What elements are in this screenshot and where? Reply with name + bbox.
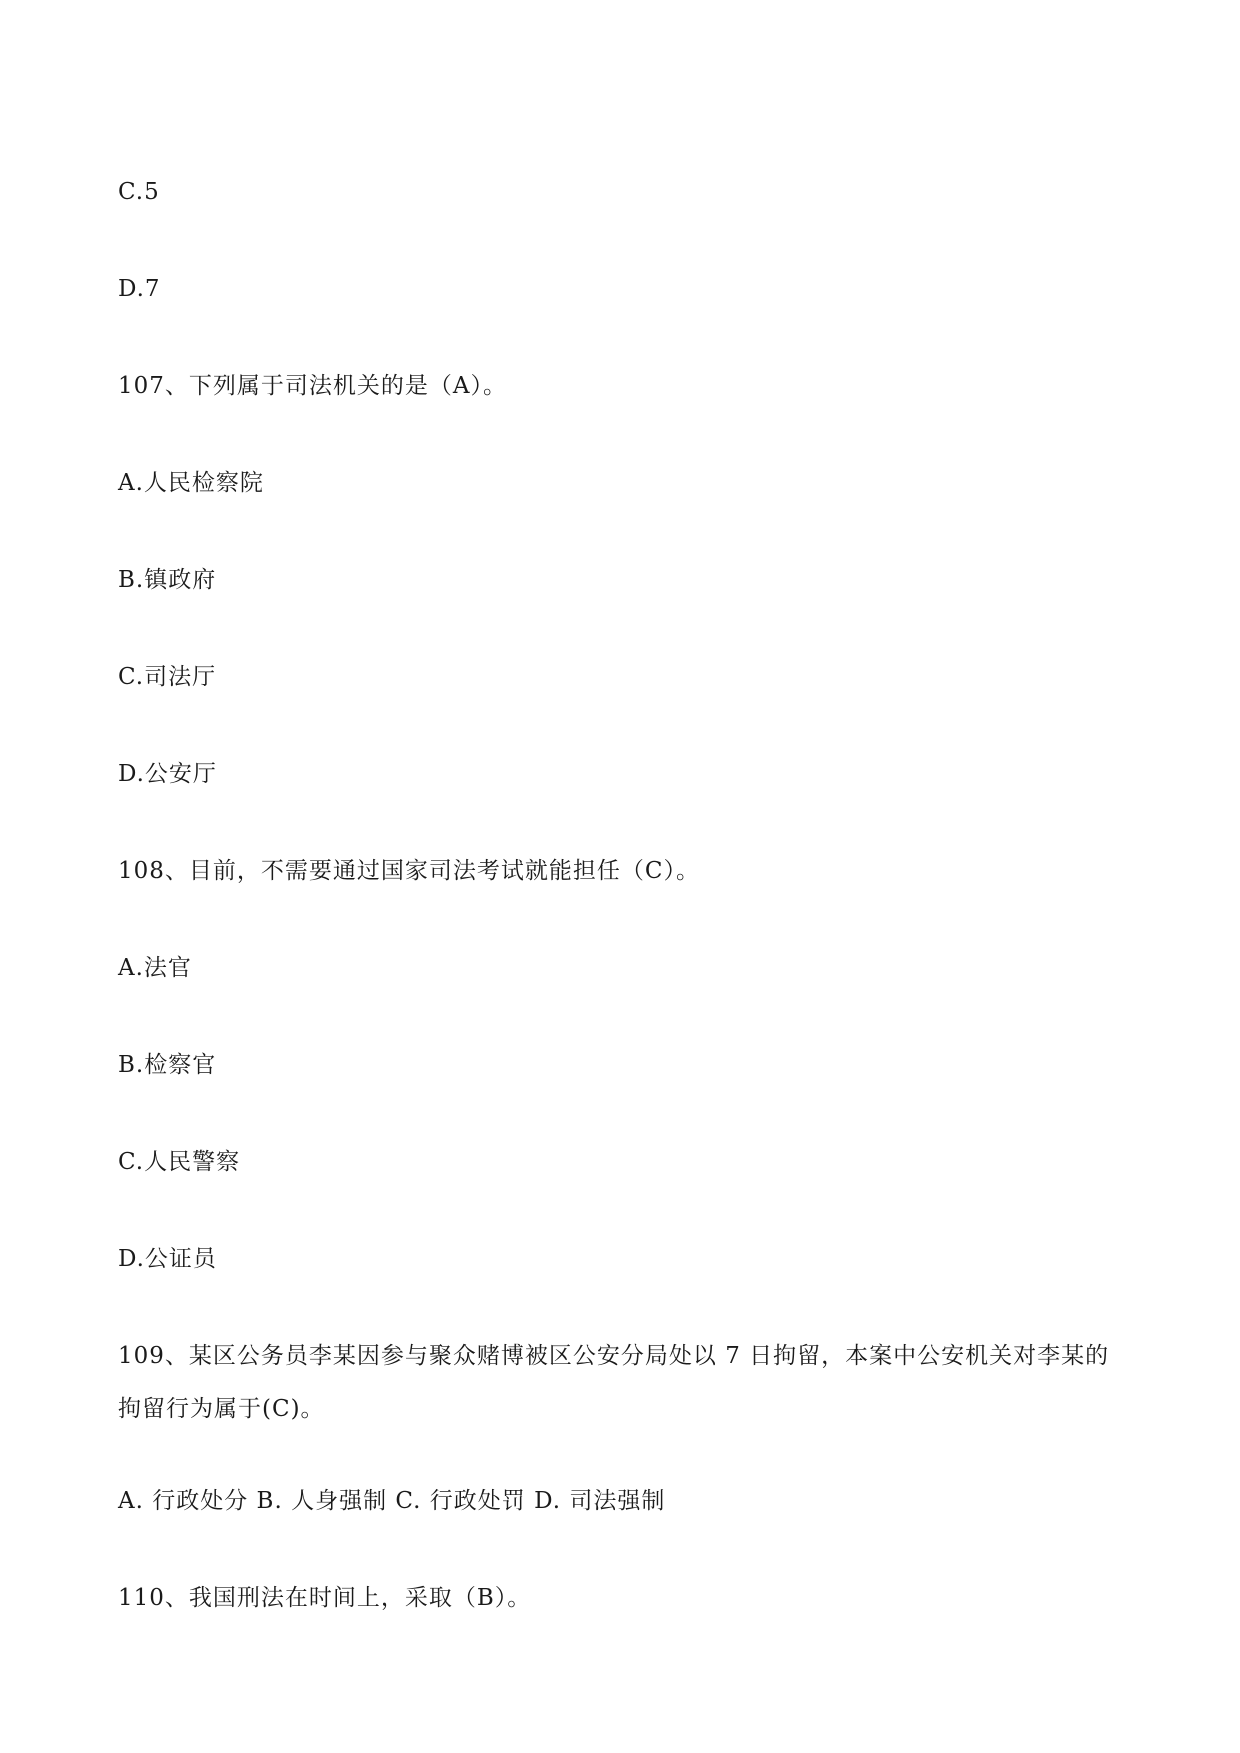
question-109-line-1: 109、某区公务员李某因参与聚众赌博被区公安分局处以 7 日拘留，本案中公安机关对李某的 [118,1343,1110,1369]
question-108-option-c: C.人民警察 [118,1149,241,1175]
question-107-option-c: C.司法厅 [118,664,217,690]
question-107-option-a: A.人民检察院 [118,470,264,496]
option-d-prev: D.7 [118,276,161,302]
question-108: 108、目前，不需要通过国家司法考试就能担任（C）。 [118,858,700,884]
question-107-option-b: B.镇政府 [118,567,217,593]
question-109-options: A. 行政处分 B. 人身强制 C. 行政处罚 D. 司法强制 [118,1488,666,1514]
question-108-option-d: D.公证员 [118,1246,217,1272]
question-110: 110、我国刑法在时间上，采取（B）。 [118,1585,532,1611]
question-107-option-d: D.公安厅 [118,761,217,787]
question-108-option-b: B.检察官 [118,1052,217,1078]
question-107: 107、下列属于司法机关的是（A）。 [118,373,508,399]
option-c-prev: C.5 [118,179,160,205]
question-108-option-a: A.法官 [118,955,192,981]
question-109-line-2: 拘留行为属于(C)。 [118,1396,325,1422]
